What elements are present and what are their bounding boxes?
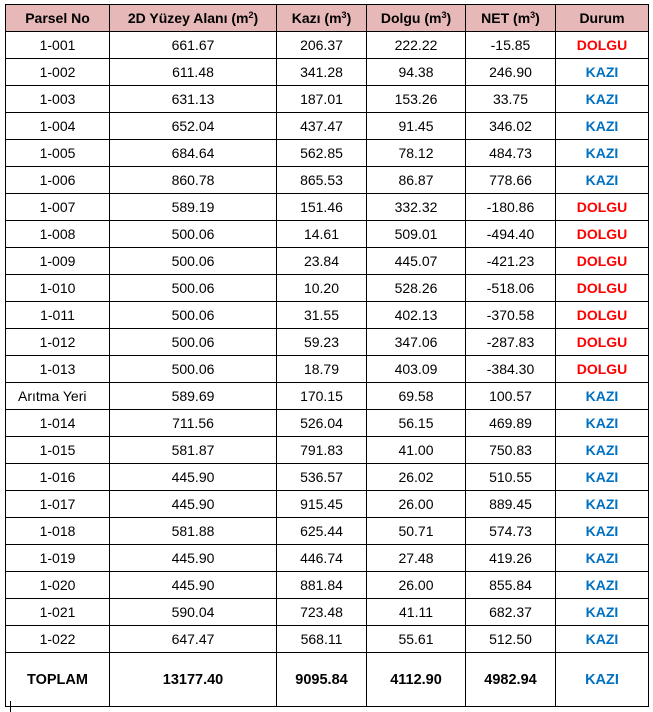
status-cell: DOLGU: [556, 221, 649, 248]
table-header: [6, 5, 649, 32]
header-surface-area: 2D Yüzey Alanı $(m^2)$: [110, 5, 277, 32]
status-cell: KAZI: [556, 464, 649, 491]
parsel-no-cell: 1-001: [6, 32, 110, 59]
superscript-2: 2: [248, 10, 254, 20]
status-cell: KAZI: [556, 545, 649, 572]
kazi-cell: 865.53: [277, 167, 367, 194]
dolgu-cell: 402.13: [367, 302, 466, 329]
area-cell: 581.88: [110, 518, 277, 545]
earthwork-table: [5, 4, 649, 707]
kazi-cell: 341.28: [277, 59, 367, 86]
header-dolgu-label: Dolgu (m: [380, 10, 442, 26]
net-cell: 574.73: [466, 518, 556, 545]
net-cell: -421.23: [466, 248, 556, 275]
dolgu-cell: 56.15: [367, 410, 466, 437]
parsel-no-cell: 1-016: [6, 464, 110, 491]
total-net: 4982.94: [466, 653, 556, 707]
status-cell: KAZI: [556, 86, 649, 113]
dolgu-cell: 528.26: [367, 275, 466, 302]
area-cell: 500.06: [110, 329, 277, 356]
dolgu-cell: 332.32: [367, 194, 466, 221]
status-cell: DOLGU: [556, 302, 649, 329]
table-row: [6, 32, 649, 59]
net-cell: 419.26: [466, 545, 556, 572]
net-cell: 100.57: [466, 383, 556, 410]
dolgu-cell: 69.58: [367, 383, 466, 410]
table-row: [6, 167, 649, 194]
net-cell: 246.90: [466, 59, 556, 86]
table-row: [6, 221, 649, 248]
parsel-no-cell: 1-022: [6, 626, 110, 653]
table-row: [6, 410, 649, 437]
dolgu-cell: 94.38: [367, 59, 466, 86]
table-row: [6, 437, 649, 464]
area-cell: 661.67: [110, 32, 277, 59]
total-kazi: 9095.84: [277, 653, 367, 707]
table-row: [6, 572, 649, 599]
dolgu-cell: 509.01: [367, 221, 466, 248]
parsel-no-cell: 1-014: [6, 410, 110, 437]
header-kazi: Kazı $(m^3)$: [277, 5, 367, 32]
parsel-no-cell: 1-005: [6, 140, 110, 167]
status-cell: DOLGU: [556, 275, 649, 302]
total-row: [6, 653, 649, 707]
net-cell: 512.50: [466, 626, 556, 653]
table-row: [6, 518, 649, 545]
header-kazi-label: Kazı (m: [291, 10, 342, 26]
net-cell: -287.83: [466, 329, 556, 356]
status-cell: KAZI: [556, 599, 649, 626]
total-dolgu: 4112.90: [367, 653, 466, 707]
parsel-no-cell: 1-004: [6, 113, 110, 140]
area-cell: 500.06: [110, 302, 277, 329]
header-durum: [556, 5, 649, 32]
kazi-cell: 31.55: [277, 302, 367, 329]
dolgu-cell: 445.07: [367, 248, 466, 275]
parsel-no-cell: 1-011: [6, 302, 110, 329]
parsel-no-cell: Arıtma Yeri: [6, 383, 110, 410]
net-cell: 889.45: [466, 491, 556, 518]
net-cell: -15.85: [466, 32, 556, 59]
dolgu-cell: 26.00: [367, 491, 466, 518]
area-cell: 590.04: [110, 599, 277, 626]
table-row: [6, 275, 649, 302]
page-edge-mark: [10, 701, 11, 712]
parsel-no-cell: 1-015: [6, 437, 110, 464]
table-row: [6, 545, 649, 572]
table-row: [6, 626, 649, 653]
kazi-cell: 14.61: [277, 221, 367, 248]
status-cell: KAZI: [556, 140, 649, 167]
dolgu-cell: 50.71: [367, 518, 466, 545]
net-cell: -384.30: [466, 356, 556, 383]
dolgu-cell: 41.00: [367, 437, 466, 464]
status-cell: DOLGU: [556, 329, 649, 356]
dolgu-cell: 26.02: [367, 464, 466, 491]
table-row: [6, 194, 649, 221]
status-cell: KAZI: [556, 167, 649, 194]
table-row: [6, 248, 649, 275]
area-cell: 581.87: [110, 437, 277, 464]
area-cell: 445.90: [110, 491, 277, 518]
area-cell: 611.48: [110, 59, 277, 86]
status-cell: DOLGU: [556, 248, 649, 275]
kazi-cell: 562.85: [277, 140, 367, 167]
header-dolgu: Dolgu $(m^3)$: [367, 5, 466, 32]
total-label: TOPLAM: [6, 653, 110, 707]
area-cell: 500.06: [110, 275, 277, 302]
status-cell: KAZI: [556, 383, 649, 410]
parsel-no-cell: 1-003: [6, 86, 110, 113]
area-cell: 445.90: [110, 572, 277, 599]
table-body: [6, 32, 649, 653]
kazi-cell: 915.45: [277, 491, 367, 518]
status-cell: KAZI: [556, 518, 649, 545]
table-row: [6, 113, 649, 140]
net-cell: 469.89: [466, 410, 556, 437]
area-cell: 500.06: [110, 248, 277, 275]
area-cell: 860.78: [110, 167, 277, 194]
dolgu-cell: 403.09: [367, 356, 466, 383]
net-cell: 778.66: [466, 167, 556, 194]
kazi-cell: 881.84: [277, 572, 367, 599]
table-row: [6, 599, 649, 626]
kazi-cell: 437.47: [277, 113, 367, 140]
kazi-cell: 23.84: [277, 248, 367, 275]
dolgu-cell: 86.87: [367, 167, 466, 194]
status-cell: KAZI: [556, 437, 649, 464]
area-cell: 500.06: [110, 221, 277, 248]
net-cell: 750.83: [466, 437, 556, 464]
header-row: [6, 5, 649, 32]
header-net-label: NET (m: [481, 10, 531, 26]
dolgu-cell: 153.26: [367, 86, 466, 113]
kazi-cell: 791.83: [277, 437, 367, 464]
parsel-no-cell: 1-008: [6, 221, 110, 248]
table-row: [6, 59, 649, 86]
net-cell: 484.73: [466, 140, 556, 167]
header-parsel-no: [6, 5, 110, 32]
kazi-cell: 18.79: [277, 356, 367, 383]
parsel-no-cell: 1-020: [6, 572, 110, 599]
area-cell: 589.19: [110, 194, 277, 221]
superscript-3: 3: [441, 10, 447, 20]
area-cell: 445.90: [110, 464, 277, 491]
parsel-no-cell: 1-007: [6, 194, 110, 221]
dolgu-cell: 26.00: [367, 572, 466, 599]
net-cell: 510.55: [466, 464, 556, 491]
dolgu-cell: 55.61: [367, 626, 466, 653]
area-cell: 445.90: [110, 545, 277, 572]
parsel-no-cell: 1-021: [6, 599, 110, 626]
kazi-cell: 206.37: [277, 32, 367, 59]
status-cell: KAZI: [556, 572, 649, 599]
dolgu-cell: 347.06: [367, 329, 466, 356]
kazi-cell: 536.57: [277, 464, 367, 491]
net-cell: -494.40: [466, 221, 556, 248]
parsel-no-cell: 1-010: [6, 275, 110, 302]
status-cell: KAZI: [556, 491, 649, 518]
kazi-cell: 187.01: [277, 86, 367, 113]
dolgu-cell: 91.45: [367, 113, 466, 140]
area-cell: 631.13: [110, 86, 277, 113]
parsel-no-cell: 1-017: [6, 491, 110, 518]
kazi-cell: 170.15: [277, 383, 367, 410]
area-cell: 647.47: [110, 626, 277, 653]
parsel-no-cell: 1-006: [6, 167, 110, 194]
total-status: KAZI: [556, 653, 649, 707]
dolgu-cell: 222.22: [367, 32, 466, 59]
parsel-no-cell: 1-002: [6, 59, 110, 86]
table-row: [6, 140, 649, 167]
parsel-no-cell: 1-009: [6, 248, 110, 275]
status-cell: KAZI: [556, 113, 649, 140]
table-row: [6, 356, 649, 383]
kazi-cell: 151.46: [277, 194, 367, 221]
net-cell: 346.02: [466, 113, 556, 140]
header-area-label: 2D Yüzey Alanı (m: [127, 10, 249, 26]
kazi-cell: 568.11: [277, 626, 367, 653]
area-cell: 711.56: [110, 410, 277, 437]
area-cell: 652.04: [110, 113, 277, 140]
header-net: NET $(m^3)$: [466, 5, 556, 32]
parsel-no-cell: 1-013: [6, 356, 110, 383]
kazi-cell: 59.23: [277, 329, 367, 356]
table-row: [6, 464, 649, 491]
status-cell: DOLGU: [556, 32, 649, 59]
dolgu-cell: 78.12: [367, 140, 466, 167]
net-cell: -370.58: [466, 302, 556, 329]
net-cell: -518.06: [466, 275, 556, 302]
status-cell: KAZI: [556, 410, 649, 437]
dolgu-cell: 27.48: [367, 545, 466, 572]
table-row: [6, 86, 649, 113]
parsel-no-cell: 1-012: [6, 329, 110, 356]
status-cell: DOLGU: [556, 356, 649, 383]
superscript-3: 3: [341, 10, 347, 20]
header-durum-label: Durum: [579, 10, 625, 26]
table-row: [6, 383, 649, 410]
kazi-cell: 446.74: [277, 545, 367, 572]
table-row: [6, 302, 649, 329]
net-cell: -180.86: [466, 194, 556, 221]
status-cell: KAZI: [556, 59, 649, 86]
net-cell: 855.84: [466, 572, 556, 599]
kazi-cell: 723.48: [277, 599, 367, 626]
net-cell: 33.75: [466, 86, 556, 113]
net-cell: 682.37: [466, 599, 556, 626]
parsel-no-cell: 1-019: [6, 545, 110, 572]
kazi-cell: 625.44: [277, 518, 367, 545]
kazi-cell: 10.20: [277, 275, 367, 302]
table-row: [6, 491, 649, 518]
dolgu-cell: 41.11: [367, 599, 466, 626]
header-parsel-label: Parsel No: [25, 10, 90, 26]
table-footer: [6, 653, 649, 707]
area-cell: 500.06: [110, 356, 277, 383]
status-cell: DOLGU: [556, 194, 649, 221]
table-row: [6, 329, 649, 356]
superscript-3: 3: [530, 10, 536, 20]
area-cell: 589.69: [110, 383, 277, 410]
kazi-cell: 526.04: [277, 410, 367, 437]
parsel-no-cell: 1-018: [6, 518, 110, 545]
area-cell: 684.64: [110, 140, 277, 167]
status-cell: KAZI: [556, 626, 649, 653]
total-area: 13177.40: [110, 653, 277, 707]
